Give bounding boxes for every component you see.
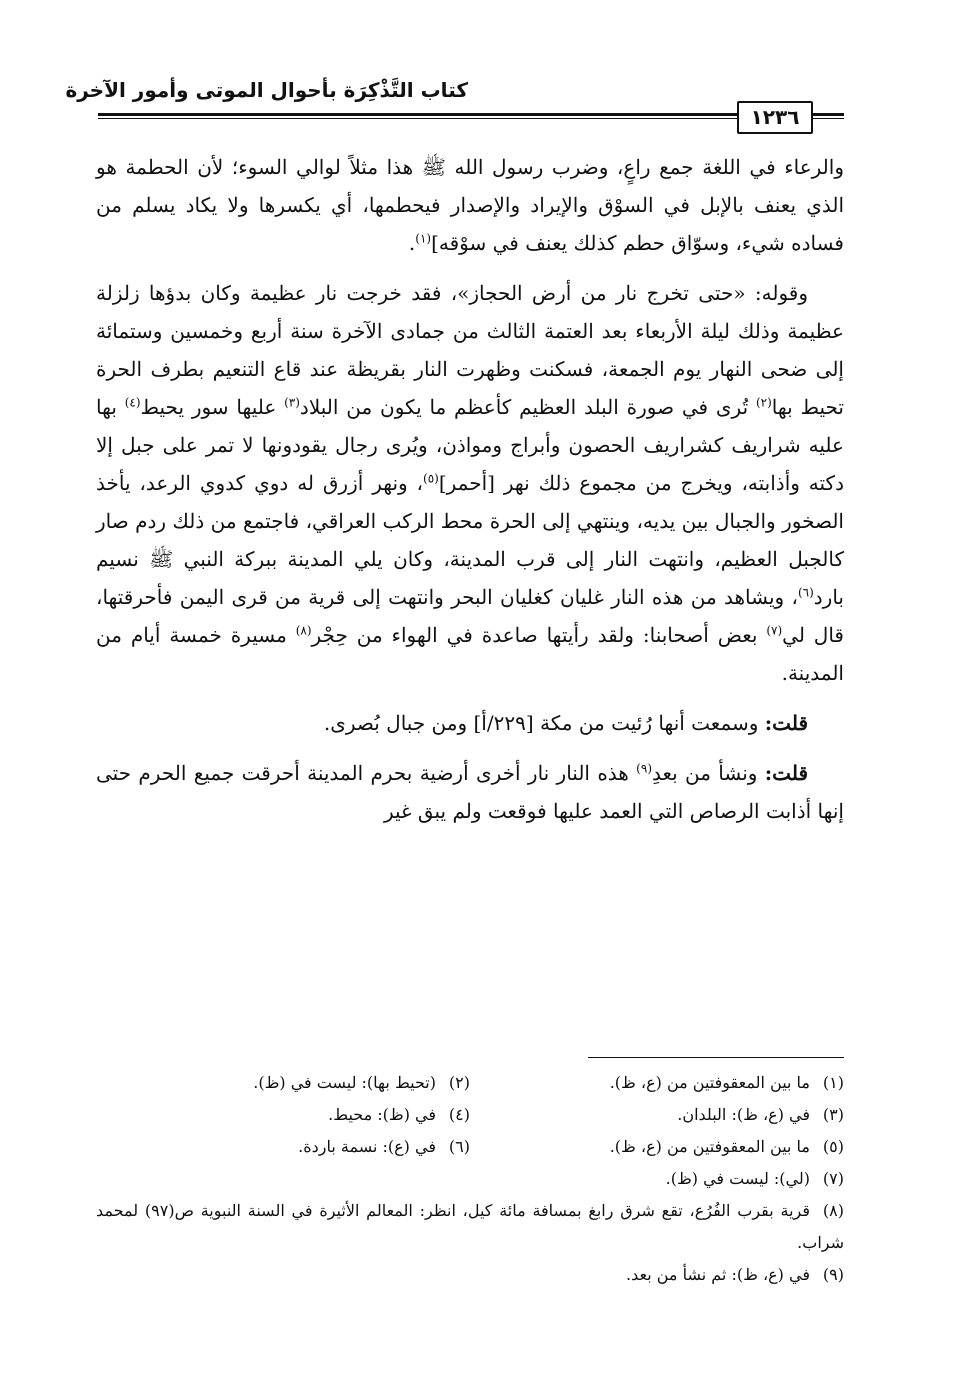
footnote-separator xyxy=(588,1057,844,1058)
footnote-9 xyxy=(96,1259,844,1291)
footnote-ref-9: (٩) xyxy=(636,761,652,776)
footnote-2 xyxy=(96,1067,470,1099)
paragraph-4 xyxy=(96,754,844,830)
footnote-text: في (ع): نسمة باردة. xyxy=(298,1137,436,1156)
footnote-4 xyxy=(96,1099,470,1131)
footnote-text: قرية بقرب الفُرُع، تقع شرق رابغ بمسافة مائة كيل، انظر: المعالم الأثيرة في السنة النبوية ص(٩٧) لمحمد شراب. xyxy=(96,1201,844,1252)
footnote-number: (٧) xyxy=(822,1169,844,1188)
footnote-number: (٢) xyxy=(448,1073,470,1092)
paragraph-2-text-a: وقوله: «حتى تخرج نار من أرض الحجاز»، فقد خرجت نار عظيمة وكان بدؤها زلزلة عظيمة وذلك ليلة الأربعاء بعد العتمة الثالث من جمادى الآخرة سنة أربع وخمسين وستمائة إلى ضحى النهار يوم الجمعة، فسكنت وظهرت النار بقريظة عند قاع التنعيم بطرف الحرة تحيط بها xyxy=(96,281,844,419)
footnote-row xyxy=(96,1131,844,1163)
paragraph-2-text-b: تُرى في صورة البلد العظيم كأعظم ما يكون من البلاد xyxy=(299,395,756,419)
paragraph-2-text-g: بعض أصحابنا: ولقد رأيتها صاعدة في الهواء من حِجْر xyxy=(311,623,767,647)
paragraph-1 xyxy=(96,148,844,262)
footnote-3 xyxy=(470,1099,844,1131)
paragraph-2-text-e: ، ونهر أزرق له دوي كدوي الرعد، يأخذ الصخور والجبال بين يديه، وينتهي إلى الحرة محط الركب العراقي، فاجتمع من ذلك ردم صار كالجبل العظيم، وانتهت النار إلى قرب المدينة، وكان يلي المدينة ببركة النبي ﷺ نسيم بارد xyxy=(96,471,844,609)
header-rule xyxy=(98,113,844,116)
paragraph-2-text-d: بها عليه شراريف كشراريف الحصون وأبراج ومواذن، ويُرى رجال يقودونها لا تمر على جبل إلا دكته وأذابته، ويخرج من مجموع ذلك نهر [أحمر] xyxy=(96,395,844,495)
footnote-number: (٤) xyxy=(448,1105,470,1124)
paragraph-2 xyxy=(96,274,844,692)
paragraph-2-text-f: ، ويشاهد من هذه النار غليان كغليان البحر وانتهت إلى قرية من قرى اليمن فأحرقتها، قال لي xyxy=(96,585,844,647)
footnote-text: في (ظ): محيط. xyxy=(328,1105,436,1124)
footnote-row xyxy=(96,1163,844,1195)
paragraph-3-text: وسمعت أنها رُئيت من مكة [٢٢٩/أ] ومن جبال بُصرى. xyxy=(323,711,765,735)
footnote-ref-8: (٨) xyxy=(295,623,312,638)
paragraph-4-text-b: هذه النار نار أخرى أرضية بحرم المدينة أحرقت جميع الحرم حتى إنها أذابت الرصاص التي العمد عليها فوقعت ولم يبق غير xyxy=(96,761,844,823)
footnote-text: في (ع، ظ): البلدان. xyxy=(677,1105,810,1124)
paragraph-1-text: والرعاء في اللغة جمع راعٍ، وضرب رسول الله ﷺ هذا مثلاً لوالي السوء؛ لأن الحطمة هو الذي يعنف بالإبل في السوْق والإيراد والإصدار فيحطمها، أي يكسرها ولا يكاد يسلم من فساده شيء، وسوّاق حطم كذلك يعنف في سوْقه] xyxy=(96,155,844,255)
footnote-row xyxy=(96,1099,844,1131)
running-header-title: كتاب التَّذْكِرَة بأحوال الموتى وأمور الآخرة xyxy=(65,78,468,102)
qult-keyword: قلت: xyxy=(764,761,808,785)
main-text xyxy=(96,148,844,842)
footnote-number: (٣) xyxy=(822,1105,844,1124)
footnote-text: (لي): ليست في (ظ). xyxy=(665,1169,810,1188)
paragraph-2-text-c: عليها سور يحيط xyxy=(140,395,285,419)
footnotes xyxy=(96,1067,844,1291)
footnote-ref-6: (٦) xyxy=(797,585,814,600)
footnote-ref-7: (٧) xyxy=(766,623,783,638)
footnote-number: (١) xyxy=(822,1073,844,1092)
footnote-8 xyxy=(96,1195,844,1259)
paragraph-3 xyxy=(96,704,844,742)
footnote-row xyxy=(96,1259,844,1291)
paragraph-4-text-a: ونشأ من بعدِ xyxy=(652,761,765,785)
paragraph-1-end: . xyxy=(408,231,416,255)
footnote-text: (تحيط بها): ليست في (ظ). xyxy=(253,1073,436,1092)
footnote-ref-1: (١) xyxy=(415,231,432,246)
footnote-number: (٨) xyxy=(822,1201,845,1220)
paragraph-2-text-h: مسيرة خمسة أيام من المدينة. xyxy=(96,623,844,685)
footnote-text: ما بين المعقوفتين من (ع، ظ). xyxy=(609,1137,810,1156)
footnote-text: في (ع، ظ): ثم نشأ من بعد. xyxy=(626,1265,810,1284)
footnote-7 xyxy=(96,1163,844,1195)
footnote-ref-2: (٢) xyxy=(755,395,772,410)
footnote-row xyxy=(96,1067,844,1099)
footnote-ref-5: (٥) xyxy=(423,471,439,486)
footnote-number: (٥) xyxy=(822,1137,844,1156)
qult-keyword: قلت: xyxy=(764,711,808,735)
footnote-ref-4: (٤) xyxy=(124,395,141,410)
header-rule-thin xyxy=(98,118,844,119)
footnote-5 xyxy=(470,1131,844,1163)
footnote-row xyxy=(96,1195,844,1259)
footnote-1 xyxy=(470,1067,844,1099)
footnote-number: (٩) xyxy=(822,1265,844,1284)
footnote-text: ما بين المعقوفتين من (ع، ظ). xyxy=(609,1073,810,1092)
footnote-6 xyxy=(96,1131,470,1163)
footnote-ref-3: (٣) xyxy=(284,395,300,410)
page-number: ١٢٣٦ xyxy=(737,101,813,134)
footnote-number: (٦) xyxy=(448,1137,470,1156)
